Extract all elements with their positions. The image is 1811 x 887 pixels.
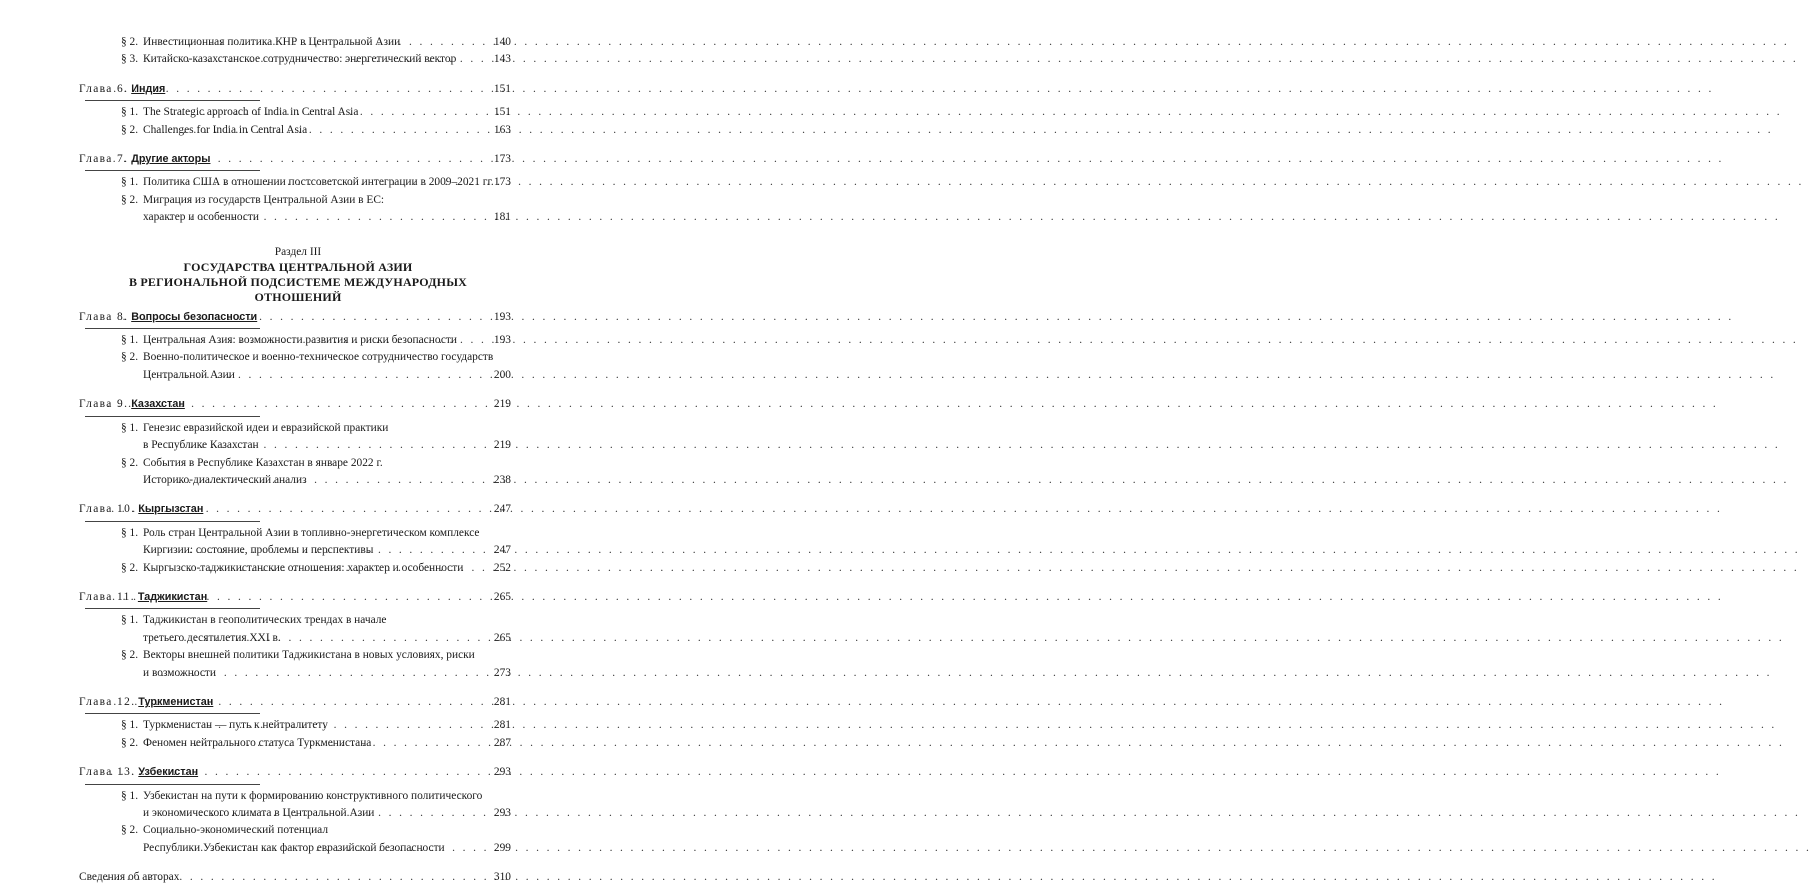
authors-entry[interactable] xyxy=(79,869,511,886)
chapter-heading[interactable] xyxy=(79,309,511,326)
toc-entry-multiline[interactable] xyxy=(85,822,511,857)
dot-leader xyxy=(187,332,490,349)
toc-page xyxy=(0,0,600,884)
page-number: 310 xyxy=(493,871,511,884)
chapter-title: Индия xyxy=(131,82,166,95)
page-number: 151 xyxy=(493,106,511,119)
toc-entry[interactable] xyxy=(85,735,511,752)
section-number: § 2. xyxy=(121,351,139,364)
entry-title: Кыргызско-таджикистанские отношения: характер и особенности xyxy=(143,561,464,574)
heading-rule xyxy=(85,170,260,171)
entry-title-line2: и возможности xyxy=(143,666,216,679)
chapter-number: Глава 12. xyxy=(79,695,136,708)
page-number: 247 xyxy=(493,503,511,516)
chapter-heading[interactable] xyxy=(79,501,511,518)
entry-title-line2: и экономического климата в Центральной Азии xyxy=(143,807,375,819)
heading-rule xyxy=(85,713,260,714)
page-number: 173 xyxy=(493,153,511,166)
entry-title-line1: События в Республике Казахстан в январе 2022 г. xyxy=(143,456,383,469)
toc-entry[interactable] xyxy=(85,104,511,121)
dot-leader xyxy=(111,501,490,518)
chapter-title: Вопросы безопасности xyxy=(131,310,258,323)
dot-leader xyxy=(173,735,490,752)
toc-entry[interactable] xyxy=(85,122,511,139)
page-number: 281 xyxy=(493,695,511,708)
chapter-6 xyxy=(79,81,511,139)
entry-title-line1: Военно-политическое и военно-техническое сотрудничество государств xyxy=(143,351,494,364)
page-number: 287 xyxy=(493,736,511,749)
chapter-heading[interactable] xyxy=(79,764,511,781)
section-number: § 1. xyxy=(121,526,139,539)
toc-entry-multiline[interactable] xyxy=(85,420,511,455)
chapter-12 xyxy=(79,694,511,752)
section-number: § 2. xyxy=(121,193,139,206)
entry-title-line1: Таджикистан в геополитических трендах в начале xyxy=(143,614,387,627)
entry-title: Туркменистан — путь к нейтралитету xyxy=(143,719,328,732)
page-number: 219 xyxy=(493,439,511,452)
chapter-8 xyxy=(79,309,511,385)
page-number: 238 xyxy=(493,473,511,486)
chapter-11 xyxy=(79,589,511,682)
chapter-heading[interactable] xyxy=(79,396,511,413)
chapter-13 xyxy=(79,764,511,857)
table-of-contents xyxy=(79,34,511,887)
section-number: § 1. xyxy=(121,614,139,627)
dot-leader xyxy=(103,81,490,98)
chapter-heading[interactable] xyxy=(79,151,511,168)
dot-leader xyxy=(123,309,490,326)
page-number: 200 xyxy=(493,368,511,381)
dot-leader xyxy=(161,665,490,682)
chapter-title: Другие акторы xyxy=(131,153,211,166)
chapter-number: Глава 13. xyxy=(79,766,136,779)
dot-leader xyxy=(178,34,490,51)
entry-title: The Strategic approach of India in Central Asia xyxy=(143,106,359,119)
chapter-heading[interactable] xyxy=(79,589,511,606)
chapter-title: Туркменистан xyxy=(138,695,214,708)
entry-title: Инвестиционная политика КНР в Центральной Азии xyxy=(143,36,401,48)
chapter-title: Кыргызстан xyxy=(138,503,204,516)
page-number: 299 xyxy=(493,841,511,854)
dot-leader xyxy=(189,805,490,822)
dot-leader xyxy=(113,694,490,711)
page-number: 252 xyxy=(493,561,511,574)
page-number: 151 xyxy=(493,82,511,95)
section-number: § 2. xyxy=(121,649,139,662)
chapter-number: Глава 11. xyxy=(79,590,136,603)
entry-title-line1: Миграция из государств Центральной Азии в ЕС: xyxy=(143,193,385,206)
section-number: § 2. xyxy=(121,824,139,837)
section-number: § 2. xyxy=(121,561,139,574)
toc-entry-multiline[interactable] xyxy=(85,612,511,647)
entry-title-line1: Векторы внешней политики Таджикистана в новых условиях, риски xyxy=(143,649,475,662)
toc-entry-multiline[interactable] xyxy=(85,455,511,490)
dot-leader xyxy=(189,542,490,559)
entry-title-line1: Генезис евразийской идеи и евразийской практики xyxy=(143,421,389,434)
toc-entry-multiline[interactable] xyxy=(85,192,511,227)
heading-rule xyxy=(85,100,260,101)
dot-leader xyxy=(178,472,490,489)
entry-title: Challenges for India in Central Asia xyxy=(143,123,308,136)
entry-title-line1: Роль стран Центральной Азии в топливно-энергетическом комплексе xyxy=(143,526,480,539)
toc-entry[interactable] xyxy=(85,51,511,68)
dot-leader xyxy=(173,630,490,647)
dot-leader xyxy=(106,869,490,886)
page-number: 143 xyxy=(493,53,511,66)
page-number: 219 xyxy=(493,398,511,411)
section-heading xyxy=(85,244,511,305)
chapter-title: Узбекистан xyxy=(138,766,199,779)
page-number: 163 xyxy=(493,123,511,136)
toc-entry-multiline[interactable] xyxy=(85,788,511,823)
dot-leader xyxy=(166,717,490,734)
toc-entry[interactable] xyxy=(85,560,511,577)
page-number: 265 xyxy=(493,590,511,603)
heading-rule xyxy=(85,608,260,609)
entry-title-line2: Историко-диалектический анализ xyxy=(143,473,307,486)
dot-leader xyxy=(188,560,490,577)
dot-leader xyxy=(112,589,490,606)
entry-title: Сведения об авторах xyxy=(79,871,180,884)
heading-rule xyxy=(85,784,260,785)
section-number: § 1. xyxy=(121,176,139,189)
dot-leader xyxy=(193,174,490,191)
entry-title: Феномен нейтрального статуса Туркменистана xyxy=(143,736,372,749)
section-number: § 1. xyxy=(121,719,139,732)
section-number: § 1. xyxy=(121,106,139,119)
page-number: 181 xyxy=(493,211,511,224)
dot-leader xyxy=(200,840,490,857)
chapter-9 xyxy=(79,396,511,489)
dot-leader xyxy=(107,396,490,413)
chapter-heading[interactable] xyxy=(79,694,511,711)
chapter-heading[interactable] xyxy=(79,81,511,98)
chapter-number: Глава 9. xyxy=(79,398,129,411)
dot-leader xyxy=(162,122,490,139)
page-number: 265 xyxy=(493,631,511,644)
dot-leader xyxy=(169,437,490,454)
entry-title-line2: Республики Узбекистан как фактор евразийской безопасности xyxy=(143,841,445,854)
entry-title-line2: Киргизии: состояние, проблемы и перспективы xyxy=(143,544,374,557)
toc-entry[interactable] xyxy=(85,34,511,51)
chapter-7 xyxy=(79,151,511,227)
chapter-number: Глава 7. xyxy=(79,153,129,166)
heading-rule xyxy=(85,328,260,329)
entry-title: Китайско-казахстанское сотрудничество: энергетический вектор xyxy=(143,53,457,66)
entry-title-line1: Социально-экономический потенциал xyxy=(143,824,329,837)
page-number: 193 xyxy=(493,334,511,347)
dot-leader xyxy=(187,51,490,68)
dot-leader xyxy=(113,151,490,168)
entry-title: Политика США в отношении постсоветской интеграции в 2009–2021 гг. xyxy=(143,176,494,189)
toc-entry-multiline[interactable] xyxy=(85,647,511,682)
section-number-label: Раздел III xyxy=(274,245,322,258)
dot-leader xyxy=(169,209,490,226)
heading-rule xyxy=(85,416,260,417)
chapter-number: Глава 6. xyxy=(79,82,129,95)
page-number: 281 xyxy=(493,719,511,732)
toc-entry-multiline[interactable] xyxy=(85,525,511,560)
section-number: § 2. xyxy=(121,736,139,749)
chapter-number: Глава 10. xyxy=(79,503,136,516)
entry-title-line2: в Республике Казахстан xyxy=(143,439,259,452)
page-number: 293 xyxy=(493,766,511,779)
section-title-line1: ГОСУДАРСТВА ЦЕНТРАЛЬНОЙ АЗИИ xyxy=(183,259,413,274)
entry-title: Центральная Азия: возможности развития и риски безопасности xyxy=(143,334,457,347)
section-number: § 3. xyxy=(121,53,139,66)
page-number: 273 xyxy=(493,666,511,679)
section-number: § 2. xyxy=(121,456,139,469)
toc-entry-multiline[interactable] xyxy=(85,349,511,384)
chapter-10 xyxy=(79,501,511,577)
page-number: 293 xyxy=(493,807,511,819)
dot-leader xyxy=(165,367,490,384)
section-number: § 1. xyxy=(121,421,139,434)
entry-title-line1: Узбекистан на пути к формированию конструктивного политического xyxy=(143,789,483,802)
section-title-line2: В РЕГИОНАЛЬНОЙ ПОДСИСТЕМЕ МЕЖДУНАРОДНЫХ ОТНОШЕНИЙ xyxy=(128,274,468,304)
chapter-number: Глава 8. xyxy=(79,310,129,323)
heading-rule xyxy=(85,521,260,522)
chapter-5-continuation xyxy=(85,34,511,69)
page-number: 247 xyxy=(493,544,511,557)
dot-leader xyxy=(171,104,490,121)
entry-title-line2: Центральной Азии xyxy=(143,368,235,381)
section-number: § 2. xyxy=(121,36,139,48)
section-number: § 1. xyxy=(121,789,139,802)
toc-entry[interactable] xyxy=(85,332,511,349)
page-number: 173 xyxy=(493,176,511,189)
page-number: 193 xyxy=(493,310,511,323)
dot-leader xyxy=(110,764,490,781)
section-number: § 2. xyxy=(121,123,139,136)
section-number: § 1. xyxy=(121,334,139,347)
chapter-title: Таджикистан xyxy=(137,590,208,603)
page-number: 140 xyxy=(493,36,511,48)
toc-entry[interactable] xyxy=(85,174,511,191)
entry-title-line2: характер и особенности xyxy=(143,211,259,224)
chapter-title: Казахстан xyxy=(131,398,185,411)
entry-title-line2: третьего десятилетия XXI в. xyxy=(143,631,281,644)
toc-entry[interactable] xyxy=(85,717,511,734)
